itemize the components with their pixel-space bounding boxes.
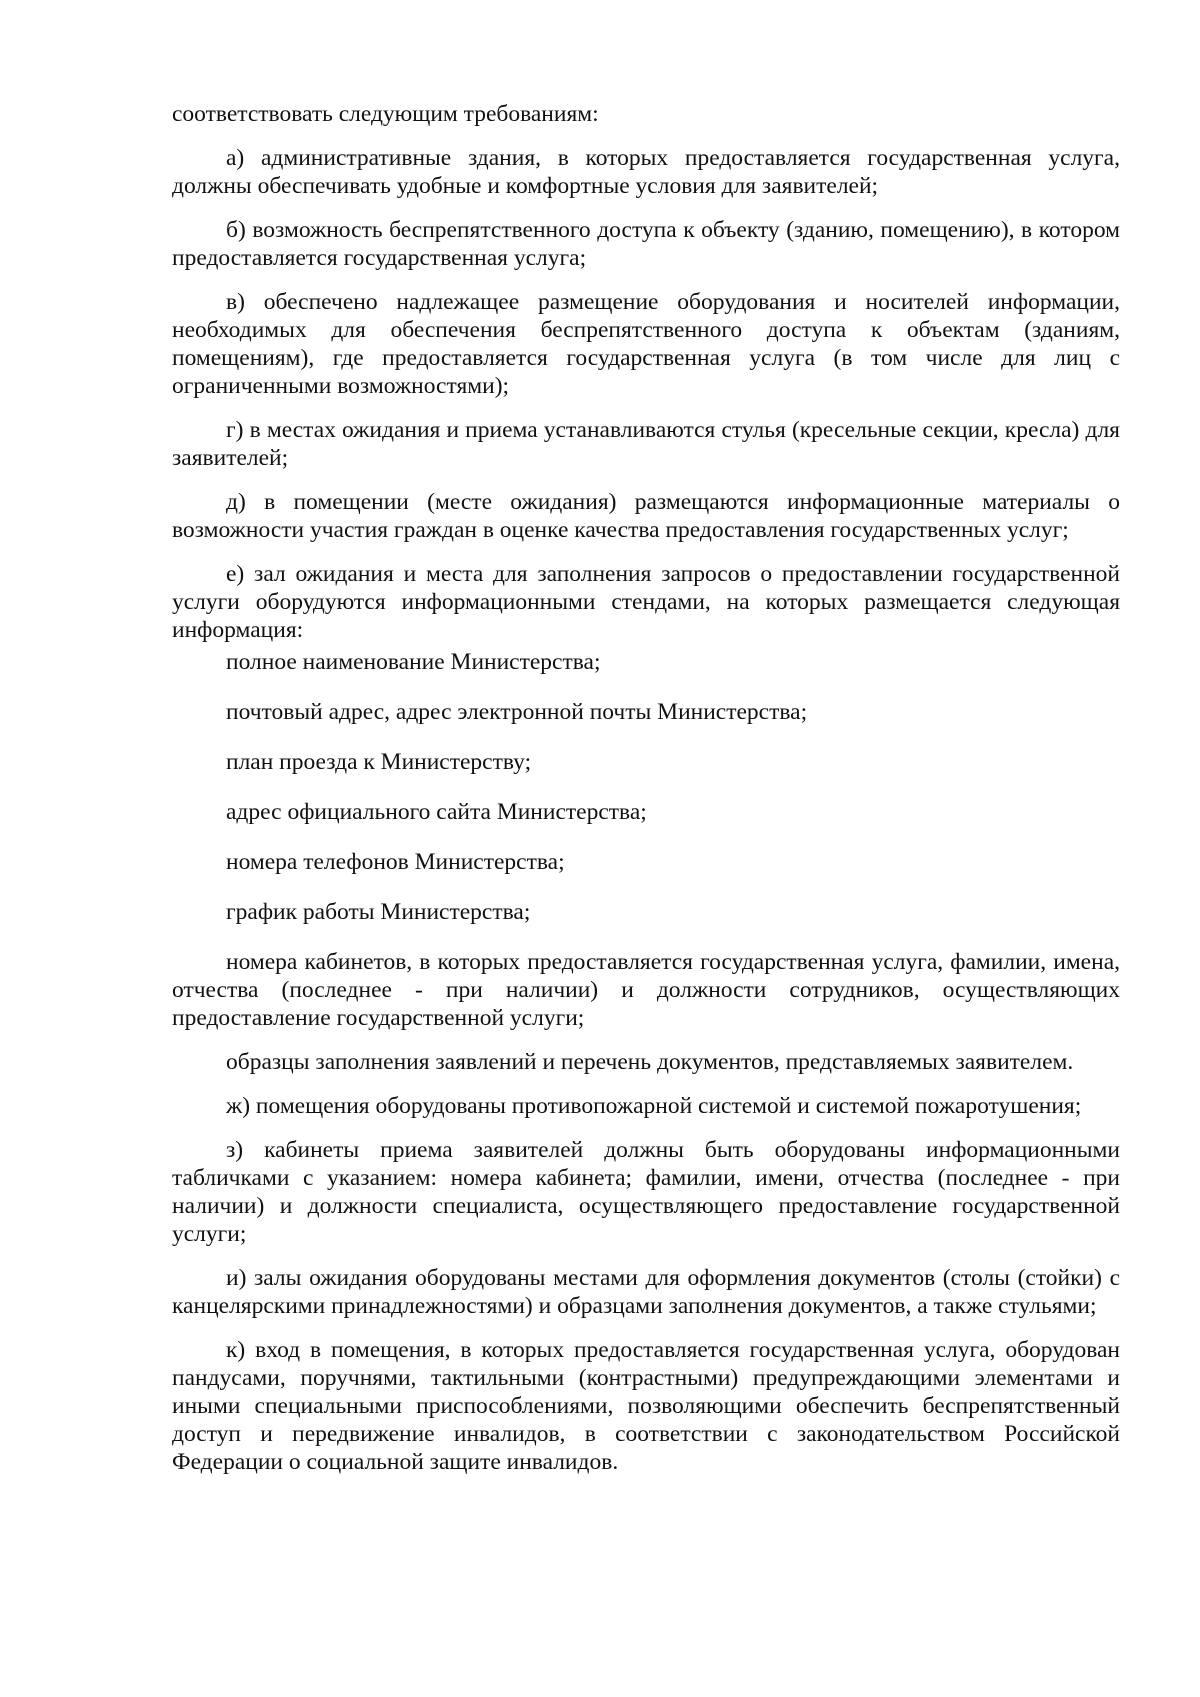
- requirement-a: а) административные здания, в которых предоставляется государственная услуга, должны обеспечивать удобные и комфортные условия для заявителей;: [172, 145, 1120, 199]
- document-page: [172, 100, 1120, 1492]
- requirement-e: е) зал ожидания и места для заполнения запросов о предоставлении государственной услуги оборудуются информационными стендами, на которых размещается следующая информация:: [172, 561, 1120, 643]
- requirement-d: д) в помещении (месте ожидания) размещаются информационные материалы о возможности участия граждан в оценке качества предоставления государственных услуг;: [172, 489, 1120, 543]
- requirement-g: г) в местах ожидания и приема устанавливаются стулья (кресельные секции, кресла) для заявителей;: [172, 417, 1120, 471]
- requirement-z: з) кабинеты приема заявителей должны быть оборудованы информационными табличками с указанием: номера кабинета; фамилии, имени, отчества (последнее - при наличии) и должности специалиста, осуществляющего предоставление государственной услуги;: [172, 1137, 1120, 1247]
- info-item-rooms-staff: номера кабинетов, в которых предоставляется государственная услуга, фамилии, имена, отчества (последнее - при наличии) и должности сотрудников, осуществляющих предоставление государственной услуги;: [172, 949, 1120, 1031]
- info-item-ministry-name: полное наименование Министерства;: [226, 649, 601, 675]
- info-item-address: почтовый адрес, адрес электронной почты Министерства;: [226, 699, 808, 725]
- info-item-route-plan: план проезда к Министерству;: [226, 749, 532, 775]
- requirement-v: в) обеспечено надлежащее размещение оборудования и носителей информации, необходимых для обеспечения беспрепятственного доступа к объектам (зданиям, помещениям), где предоставляется государственная услуга (в том числе для лиц с ограниченными возможностями);: [172, 289, 1120, 399]
- intro-line: соответствовать следующим требованиям:: [172, 101, 599, 127]
- info-item-samples: образцы заполнения заявлений и перечень документов, представляемых заявителем.: [226, 1049, 1074, 1075]
- info-item-website: адрес официального сайта Министерства;: [226, 799, 647, 825]
- requirement-b: б) возможность беспрепятственного доступа к объекту (зданию, помещению), в котором предоставляется государственная услуга;: [172, 217, 1120, 271]
- requirement-zh: ж) помещения оборудованы противопожарной системой и системой пожаротушения;: [226, 1093, 1082, 1119]
- requirement-i: и) залы ожидания оборудованы местами для оформления документов (столы (стойки) с канцелярскими принадлежностями) и образцами заполнения документов, а также стульями;: [172, 1265, 1120, 1319]
- requirement-k: к) вход в помещения, в которых предоставляется государственная услуга, оборудован пандусами, поручнями, тактильными (контрастными) предупреждающими элементами и иными специальными приспособлениями, позволяющими обеспечить беспрепятственный доступ и передвижение инвалидов, в соответствии с законодательством Российской Федерации о социальной защите инвалидов.: [172, 1337, 1120, 1475]
- info-item-phones: номера телефонов Министерства;: [226, 849, 565, 875]
- info-item-schedule: график работы Министерства;: [226, 899, 531, 925]
